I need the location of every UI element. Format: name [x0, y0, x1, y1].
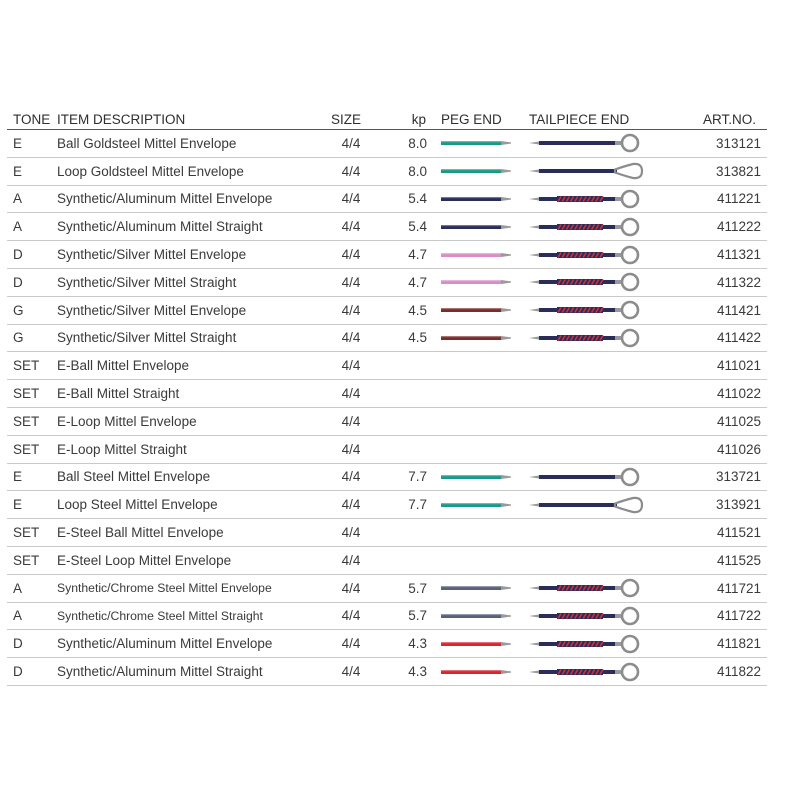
ball-tailpiece-icon: [529, 270, 644, 294]
kp-cell: 4.5: [408, 330, 427, 346]
size-cell: 4/4: [341, 247, 361, 263]
tone-cell: E: [13, 163, 23, 179]
peg-end-cell: [441, 352, 517, 379]
tone-cell: SET: [13, 386, 40, 402]
description-cell: Synthetic/Silver Mittel Straight: [57, 330, 237, 346]
art-no-cell: 411322: [716, 274, 761, 290]
kp-cell: 8.0: [408, 163, 427, 179]
peg-end-cell: [441, 519, 517, 546]
size-cell: 4/4: [341, 608, 361, 624]
description-cell: Synthetic/Chrome Steel Mittel Envelope: [57, 581, 272, 596]
description-cell: Ball Goldsteel Mittel Envelope: [57, 135, 237, 151]
peg-end-cell: [441, 186, 517, 213]
table-row: [7, 269, 767, 297]
tailpiece-end-cell: [529, 603, 644, 630]
table-row: [7, 380, 767, 408]
description-cell: Synthetic/Aluminum Mittel Envelope: [57, 191, 273, 207]
tone-cell: D: [13, 274, 23, 290]
art-no-cell: 411021: [716, 358, 761, 374]
art-no-cell: 313821: [715, 163, 761, 179]
peg-end-cell: [441, 380, 517, 407]
size-cell: 4/4: [341, 219, 361, 235]
size-cell: 4/4: [341, 163, 361, 179]
size-cell: 4/4: [341, 330, 361, 346]
peg-end-icon: [441, 193, 517, 205]
table-row: [7, 158, 767, 186]
loop-tailpiece-icon: [529, 493, 644, 517]
tailpiece-end-cell: [529, 547, 644, 574]
table-row: [7, 575, 767, 603]
peg-end-cell: [441, 325, 517, 352]
size-cell: 4/4: [341, 497, 361, 513]
ball-tailpiece-icon: [529, 660, 644, 684]
tone-cell: SET: [13, 358, 40, 374]
description-cell: Synthetic/Chrome Steel Mittel Straight: [57, 608, 263, 623]
peg-end-cell: [441, 297, 517, 324]
ball-tailpiece-icon: [529, 576, 644, 600]
description-cell: Synthetic/Aluminum Mittel Straight: [57, 219, 263, 235]
description-cell: Synthetic/Silver Mittel Envelope: [57, 302, 247, 318]
kp-cell: 4.7: [408, 247, 427, 263]
tone-cell: D: [13, 636, 23, 652]
peg-end-cell: [441, 464, 517, 491]
tailpiece-end-cell: [529, 464, 644, 491]
tailpiece-end-cell: [529, 130, 644, 157]
tone-cell: E: [13, 469, 23, 485]
tailpiece-end-cell: [529, 436, 644, 463]
peg-end-cell: [441, 213, 517, 240]
art-no-cell: 313921: [715, 497, 761, 513]
art-no-cell: 411821: [716, 636, 761, 652]
kp-cell: 4.7: [408, 274, 427, 290]
size-cell: 4/4: [341, 580, 361, 596]
size-cell: 4/4: [341, 636, 361, 652]
size-cell: 4/4: [341, 664, 361, 680]
peg-end-cell: [441, 630, 517, 657]
kp-cell: 4.3: [408, 664, 427, 680]
kp-cell: [399, 547, 427, 574]
size-cell: 4/4: [341, 552, 361, 568]
peg-end-icon: [441, 610, 517, 622]
art-no-cell: 313121: [715, 135, 761, 151]
ball-tailpiece-icon: [529, 131, 644, 155]
loop-tailpiece-icon: [529, 159, 644, 183]
ball-tailpiece-icon: [529, 298, 644, 322]
peg-end-cell: [441, 603, 517, 630]
table-row: [7, 297, 767, 325]
header-tone: TONE: [13, 111, 51, 127]
ball-tailpiece-icon: [529, 215, 644, 239]
tone-cell: D: [13, 247, 23, 263]
peg-end-cell: [441, 408, 517, 435]
table-body: [7, 130, 767, 686]
table-row: [7, 547, 767, 575]
tone-cell: SET: [13, 552, 40, 568]
kp-cell: [399, 519, 427, 546]
tone-cell: A: [13, 580, 23, 596]
header-description: ITEM DESCRIPTION: [57, 111, 186, 127]
peg-end-cell: [441, 491, 517, 518]
description-cell: E-Steel Ball Mittel Envelope: [57, 525, 224, 541]
table-row: [7, 436, 767, 464]
kp-cell: 7.7: [408, 469, 427, 485]
header-size: SIZE: [331, 111, 362, 127]
description-cell: Synthetic/Aluminum Mittel Envelope: [57, 636, 273, 652]
peg-end-icon: [441, 499, 517, 511]
size-cell: 4/4: [341, 191, 361, 207]
tailpiece-end-cell: [529, 491, 644, 518]
tailpiece-end-cell: [529, 158, 644, 185]
ball-tailpiece-icon: [529, 465, 644, 489]
table-row: [7, 241, 767, 269]
size-cell: 4/4: [341, 302, 361, 318]
table-row: [7, 130, 767, 158]
tone-cell: G: [13, 330, 24, 346]
peg-end-icon: [441, 276, 517, 288]
art-no-cell: 411022: [716, 386, 761, 402]
description-cell: E-Loop Mittel Envelope: [57, 413, 197, 429]
peg-end-icon: [441, 332, 517, 344]
size-cell: 4/4: [341, 358, 361, 374]
tailpiece-end-cell: [529, 297, 644, 324]
ball-tailpiece-icon: [529, 326, 644, 350]
peg-end-icon: [441, 165, 517, 177]
peg-end-icon: [441, 221, 517, 233]
string-catalog-table: [7, 109, 767, 686]
peg-end-icon: [441, 471, 517, 483]
table-row: [7, 213, 767, 241]
header-peg-end: PEG END: [441, 111, 502, 127]
kp-cell: [399, 408, 427, 435]
size-cell: 4/4: [341, 525, 361, 541]
art-no-cell: 411525: [716, 552, 761, 568]
size-cell: 4/4: [341, 413, 361, 429]
art-no-cell: 411722: [716, 608, 761, 624]
peg-end-icon: [441, 249, 517, 261]
art-no-cell: 313721: [715, 469, 761, 485]
size-cell: 4/4: [341, 469, 361, 485]
table-row: [7, 658, 767, 686]
description-cell: Ball Steel Mittel Envelope: [57, 469, 211, 485]
art-no-cell: 411321: [716, 247, 761, 263]
art-no-cell: 411421: [716, 302, 761, 318]
description-cell: E-Ball Mittel Straight: [57, 386, 180, 402]
description-cell: Synthetic/Silver Mittel Envelope: [57, 247, 247, 263]
ball-tailpiece-icon: [529, 187, 644, 211]
kp-cell: 4.3: [408, 636, 427, 652]
tailpiece-end-cell: [529, 213, 644, 240]
header-art-no: ART.NO.: [703, 111, 757, 127]
kp-cell: [399, 380, 427, 407]
art-no-cell: 411026: [716, 441, 761, 457]
description-cell: Synthetic/Aluminum Mittel Straight: [57, 664, 263, 680]
header-kp: kp: [411, 111, 426, 127]
art-no-cell: 411025: [716, 413, 761, 429]
kp-cell: [399, 436, 427, 463]
tailpiece-end-cell: [529, 630, 644, 657]
kp-cell: 8.0: [408, 135, 427, 151]
table-row: [7, 352, 767, 380]
peg-end-cell: [441, 158, 517, 185]
art-no-cell: 411221: [716, 191, 761, 207]
table-row: [7, 491, 767, 519]
tailpiece-end-cell: [529, 408, 644, 435]
description-cell: Loop Goldsteel Mittel Envelope: [57, 163, 244, 179]
art-no-cell: 411822: [716, 664, 761, 680]
tailpiece-end-cell: [529, 325, 644, 352]
tailpiece-end-cell: [529, 241, 644, 268]
kp-cell: 7.7: [408, 497, 427, 513]
peg-end-icon: [441, 666, 517, 678]
size-cell: 4/4: [341, 135, 361, 151]
table-row: [7, 186, 767, 214]
peg-end-cell: [441, 658, 517, 685]
table-header: [7, 109, 767, 130]
peg-end-cell: [441, 269, 517, 296]
kp-cell: 5.7: [408, 580, 427, 596]
tone-cell: A: [13, 608, 23, 624]
header-tailpiece-end: TAILPIECE END: [529, 111, 630, 127]
description-cell: E-Loop Mittel Straight: [57, 441, 187, 457]
ball-tailpiece-icon: [529, 604, 644, 628]
tailpiece-end-cell: [529, 380, 644, 407]
peg-end-icon: [441, 304, 517, 316]
description-cell: Loop Steel Mittel Envelope: [57, 497, 218, 513]
tailpiece-end-cell: [529, 269, 644, 296]
kp-cell: 5.7: [408, 608, 427, 624]
table-row: [7, 325, 767, 353]
peg-end-icon: [441, 582, 517, 594]
kp-cell: 4.5: [408, 302, 427, 318]
size-cell: 4/4: [341, 386, 361, 402]
peg-end-icon: [441, 638, 517, 650]
art-no-cell: 411721: [716, 580, 761, 596]
tone-cell: SET: [13, 413, 40, 429]
size-cell: 4/4: [341, 274, 361, 290]
table-row: [7, 630, 767, 658]
table-row: [7, 603, 767, 631]
tailpiece-end-cell: [529, 519, 644, 546]
tone-cell: SET: [13, 441, 40, 457]
art-no-cell: 411422: [716, 330, 761, 346]
ball-tailpiece-icon: [529, 632, 644, 656]
tone-cell: G: [13, 302, 24, 318]
peg-end-cell: [441, 130, 517, 157]
tone-cell: E: [13, 497, 23, 513]
size-cell: 4/4: [341, 441, 361, 457]
tailpiece-end-cell: [529, 352, 644, 379]
peg-end-cell: [441, 241, 517, 268]
tone-cell: E: [13, 135, 23, 151]
tailpiece-end-cell: [529, 575, 644, 602]
kp-cell: 5.4: [408, 191, 427, 207]
tone-cell: D: [13, 664, 23, 680]
table-row: [7, 519, 767, 547]
art-no-cell: 411521: [716, 525, 761, 541]
peg-end-cell: [441, 575, 517, 602]
kp-cell: 5.4: [408, 219, 427, 235]
peg-end-cell: [441, 436, 517, 463]
peg-end-cell: [441, 547, 517, 574]
table-row: [7, 464, 767, 492]
ball-tailpiece-icon: [529, 243, 644, 267]
tone-cell: SET: [13, 525, 40, 541]
tailpiece-end-cell: [529, 658, 644, 685]
tailpiece-end-cell: [529, 186, 644, 213]
table-row: [7, 408, 767, 436]
description-cell: Synthetic/Silver Mittel Straight: [57, 274, 237, 290]
kp-cell: [399, 352, 427, 379]
description-cell: E-Ball Mittel Envelope: [57, 358, 190, 374]
peg-end-icon: [441, 137, 517, 149]
description-cell: E-Steel Loop Mittel Envelope: [57, 552, 232, 568]
art-no-cell: 411222: [716, 219, 761, 235]
tone-cell: A: [13, 191, 23, 207]
tone-cell: A: [13, 219, 23, 235]
